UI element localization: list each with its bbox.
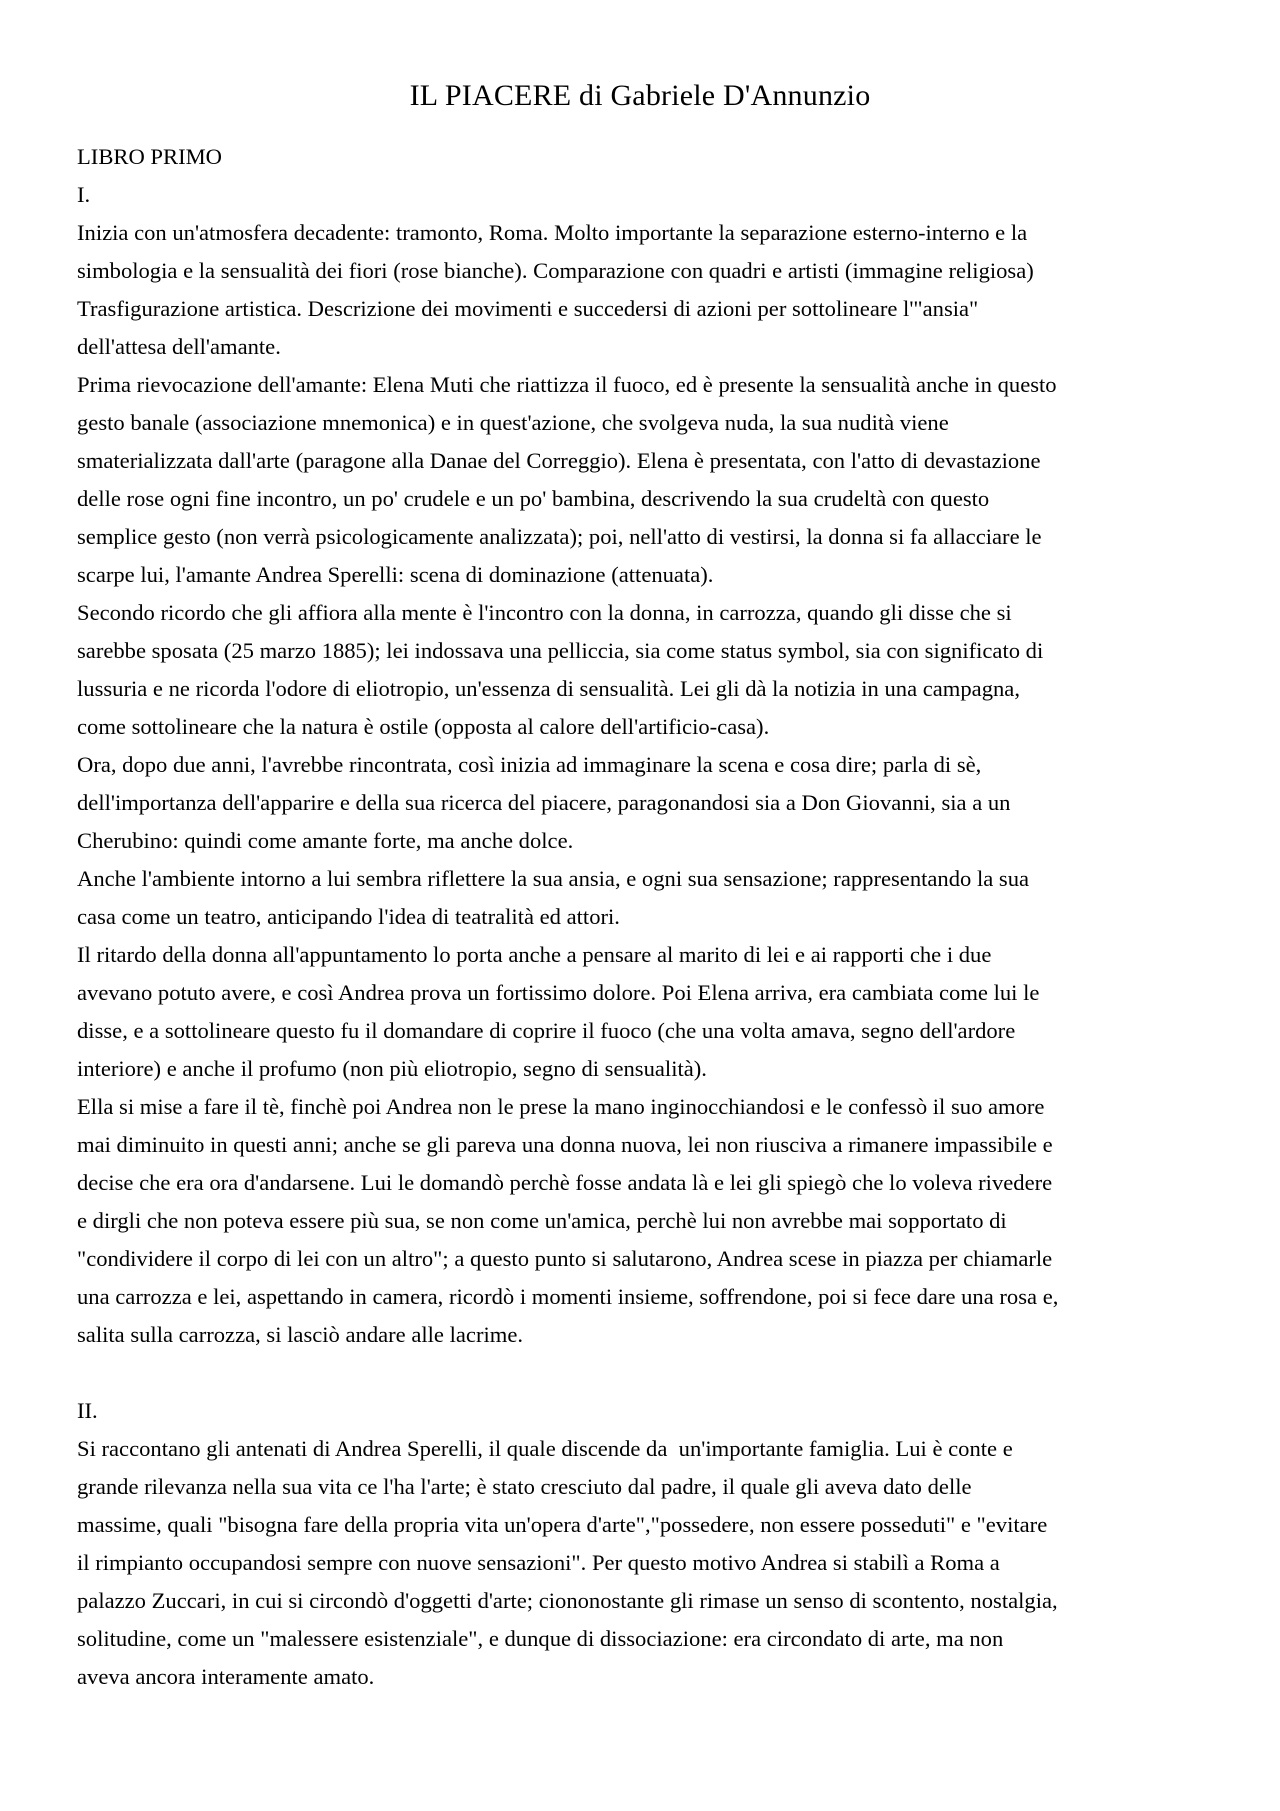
document-body — [77, 138, 1212, 1696]
text-line: interiore) e anche il profumo (non più eliotropio, segno di sensualità). — [77, 1056, 707, 1081]
book-heading: LIBRO PRIMO — [77, 144, 222, 169]
text-line: Prima rievocazione dell'amante: Elena Muti che riattizza il fuoco, ed è presente la sensualità anche in questo — [77, 372, 1057, 397]
paragraph-spacer — [77, 1354, 1212, 1392]
text-line: Inizia con un'atmosfera decadente: tramonto, Roma. Molto importante la separazione esterno-interno e la — [77, 220, 1028, 245]
text-line: lussuria e ne ricorda l'odore di eliotropio, un'essenza di sensualità. Lei gli dà la notizia in una campagna, — [77, 676, 1020, 701]
text-line: semplice gesto (non verrà psicologicamente analizzata); poi, nell'atto di vestirsi, la donna si fa allacciare le — [77, 524, 1042, 549]
text-line: Ella si mise a fare il tè, finchè poi Andrea non le prese la mano inginocchiandosi e le confessò il suo amore — [77, 1094, 1045, 1119]
text-line: dell'attesa dell'amante. — [77, 334, 281, 359]
text-line: il rimpianto occupandosi sempre con nuove sensazioni". Per questo motivo Andrea si stabilì a Roma a — [77, 1550, 1000, 1575]
chapter-2-text — [77, 1430, 1212, 1696]
text-line: Cherubino: quindi come amante forte, ma anche dolce. — [77, 828, 574, 853]
text-line: scarpe lui, l'amante Andrea Sperelli: scena di dominazione (attenuata). — [77, 562, 714, 587]
text-line: mai diminuito in questi anni; anche se gli pareva una donna nuova, lei non riusciva a rimanere impassibile e — [77, 1132, 1053, 1157]
text-line: e dirgli che non poteva essere più sua, se non come un'amica, perchè lui non avrebbe mai sopportato di — [77, 1208, 1007, 1233]
text-line: Ora, dopo due anni, l'avrebbe rincontrata, così inizia ad immaginare la scena e cosa dire; parla di sè, — [77, 752, 982, 777]
text-line: palazzo Zuccari, in cui si circondò d'oggetti d'arte; ciononostante gli rimase un senso di scontento, nostalgia, — [77, 1588, 1058, 1613]
text-line: simbologia e la sensualità dei fiori (rose bianche). Comparazione con quadri e artisti (immagine religiosa) — [77, 258, 1034, 283]
text-line: salita sulla carrozza, si lasciò andare alle lacrime. — [77, 1322, 523, 1347]
text-line: Anche l'ambiente intorno a lui sembra riflettere la sua ansia, e ogni sua sensazione; rappresentando la sua — [77, 866, 1030, 891]
chapter-number: II. — [77, 1398, 98, 1423]
text-line: delle rose ogni fine incontro, un po' crudele e un po' bambina, descrivendo la sua crudeltà con questo — [77, 486, 990, 511]
chapter-1-text — [77, 214, 1212, 1354]
text-line: casa come un teatro, anticipando l'idea di teatralità ed attori. — [77, 904, 620, 929]
text-line: disse, e a sottolineare questo fu il domandare di coprire il fuoco (che una volta amava, segno dell'ardore — [77, 1018, 1016, 1043]
text-line: decise che era ora d'andarsene. Lui le domandò perchè fosse andata là e lei gli spiegò che lo voleva rivedere — [77, 1170, 1053, 1195]
text-line: grande rilevanza nella sua vita ce l'ha l'arte; è stato cresciuto dal padre, il quale gli aveva dato delle — [77, 1474, 972, 1499]
text-line: dell'importanza dell'apparire e della sua ricerca del piacere, paragonandosi sia a Don Giovanni, sia a un — [77, 790, 1011, 815]
text-line: Si raccontano gli antenati di Andrea Sperelli, il quale discende da un'importante famiglia. Lui è conte e — [77, 1436, 1013, 1461]
text-line: smaterializzata dall'arte (paragone alla Danae del Correggio). Elena è presentata, con l'atto di devastazione — [77, 448, 1041, 473]
text-line: avevano potuto avere, e così Andrea prova un fortissimo dolore. Poi Elena arriva, era cambiata come lui le — [77, 980, 1040, 1005]
text-line: "condividere il corpo di lei con un altro"; a questo punto si salutarono, Andrea scese in piazza per chiamarle — [77, 1246, 1053, 1271]
chapter-number: I. — [77, 182, 91, 207]
text-line: sarebbe sposata (25 marzo 1885); lei indossava una pelliccia, sia come status symbol, sia con significato di — [77, 638, 1044, 663]
text-line: aveva ancora interamente amato. — [77, 1664, 375, 1689]
text-line: massime, quali "bisogna fare della propria vita un'opera d'arte","possedere, non essere posseduti" e "evitare — [77, 1512, 1048, 1537]
text-line: solitudine, come un "malessere esistenziale", e dunque di dissociazione: era circondato di arte, ma non — [77, 1626, 1004, 1651]
text-line: Il ritardo della donna all'appuntamento lo porta anche a pensare al marito di lei e ai rapporti che i due — [77, 942, 992, 967]
text-line: Trasfigurazione artistica. Descrizione dei movimenti e succedersi di azioni per sottolineare l'"ansia" — [77, 296, 979, 321]
text-line: come sottolineare che la natura è ostile (opposta al calore dell'artificio-casa). — [77, 714, 770, 739]
document-title: IL PIACERE di Gabriele D'Annunzio — [409, 79, 871, 112]
text-line: Secondo ricordo che gli affiora alla mente è l'incontro con la donna, in carrozza, quando gli disse che si — [77, 600, 1012, 625]
text-line: una carrozza e lei, aspettando in camera, ricordò i momenti insieme, soffrendone, poi si fece dare una rosa e, — [77, 1284, 1059, 1309]
text-line: gesto banale (associazione mnemonica) e in quest'azione, che svolgeva nuda, la sua nudità viene — [77, 410, 949, 435]
